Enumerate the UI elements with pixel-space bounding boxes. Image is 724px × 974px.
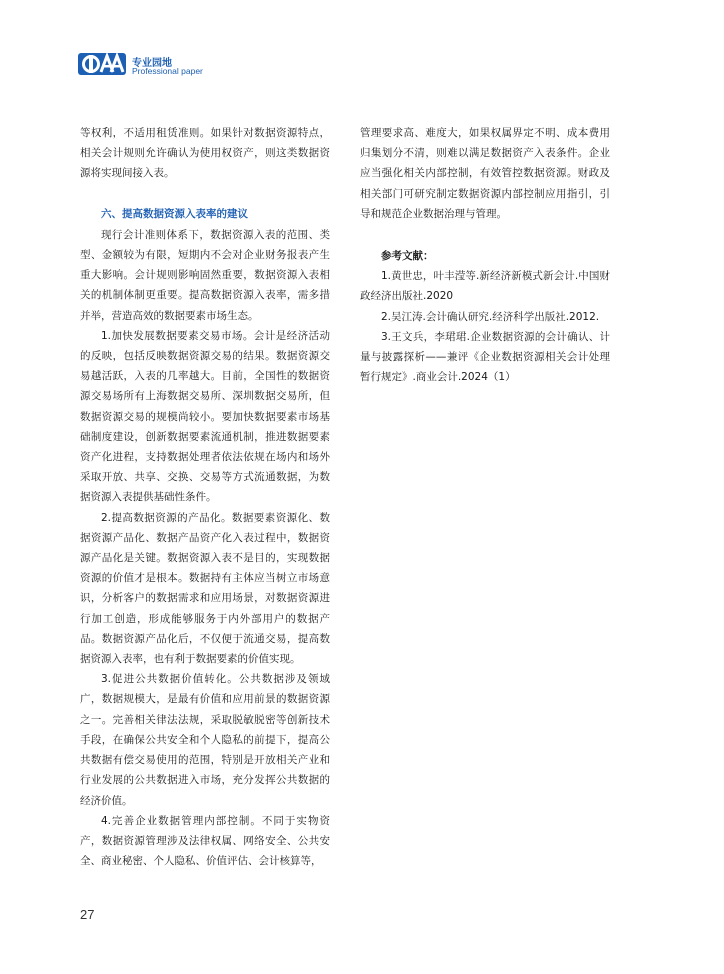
reference-item: 3.王文兵，李珺珺.企业数据资源的会计确认、计量与披露探析——兼评《企业数据资源相关会计处理暂行规定》.商业会计.2024（1） bbox=[360, 330, 610, 384]
paragraph: 现行会计准则体系下，数据资源入表的范围、类型、金额较为有限，短期内不会对企业财务报表产生重大影响。会计规则影响固然重要，数据资源入表相关的机制体制更重要。提高数据资源入表率，需多措并举，营造高效的数据要素市场生态。 bbox=[80, 228, 330, 322]
reference-item: 1.黄世忠，叶丰滢等.新经济新模式新会计.中国财政经济出版社.2020 bbox=[360, 270, 610, 303]
section-title-cn: 专业园地 bbox=[132, 58, 172, 69]
paragraph: 4.完善企业数据管理内部控制。不同于实物资产，数据资源管理涉及法律权属、网络安全、公共安全、商业秘密、个人隐私、价值评估、会计核算等， bbox=[80, 814, 330, 868]
section-title-en: Professional paper bbox=[132, 66, 203, 76]
references-title: 参考文献： bbox=[381, 250, 434, 263]
left-column bbox=[80, 123, 330, 871]
paragraph: 1.加快发展数据要素交易市场。会计是经济活动的反映，包括反映数据资源交易的结果。数据资源交易越活跃，入表的几率越大。目前，全国性的数据资源交易场所有上海数据交易所、深圳数据交易所，但数据资源交易的规模尚较小。要加快数据要素市场基础制度建设，创新数据要素流通机制，推进数据要素资产化进程，支持数据处理者依法依规在场内和场外采取开放、共享、交换、交易等方式流通数据，为数据资源入表提供基础性条件。 bbox=[80, 329, 330, 504]
paragraph: 等权利，不适用租赁准则。如果针对数据资源特点，相关会计规则允许确认为使用权资产，则这类数据资源将实现间接入表。 bbox=[80, 127, 330, 180]
paragraph: 管理要求高、难度大，如果权属界定不明、成本费用归集划分不清，则难以满足数据资产入表条件。企业应当强化相关内部控制，有效管控数据资源。财政及相关部门可研究制定数据资源内部控制应用指引，引导和规范企业数据治理与管理。 bbox=[360, 127, 610, 220]
page-number: 27 bbox=[80, 907, 95, 922]
section-heading: 六、提高数据资源入表率的建议 bbox=[101, 207, 248, 220]
magazine-logo-icon bbox=[78, 52, 126, 76]
reference-item: 2.吴江涛.会计确认研究.经济科学出版社.2012. bbox=[381, 310, 600, 323]
right-column bbox=[360, 123, 610, 387]
paragraph: 3.促进公共数据价值转化。公共数据涉及领域广，数据规模大，是最有价值和应用前景的数据资源之一。完善相关律法法规，采取脱敏脱密等创新技术手段，在确保公共安全和个人隐私的前提下，提高公共数据有偿交易使用的范围，特别是开放相关产业和行业发展的公共数据进入市场，充分发挥公共数据的经济价值。 bbox=[80, 673, 330, 807]
paragraph: 2.提高数据资源的产品化。数据要素资源化、数据资源产品化、数据产品资产化入表过程中，数据资源产品化是关键。数据资源入表不是目的，实现数据资源的价值才是根本。数据持有主体应当树立市场意识，分析客户的数据需求和应用场景，对数据资源进行加工创造，形成能够服务于内外部用户的数据产品。数据资源产品化后，不仅便于流通交易，提高数据资源入表率，也有利于数据要素的价值实现。 bbox=[80, 511, 330, 666]
